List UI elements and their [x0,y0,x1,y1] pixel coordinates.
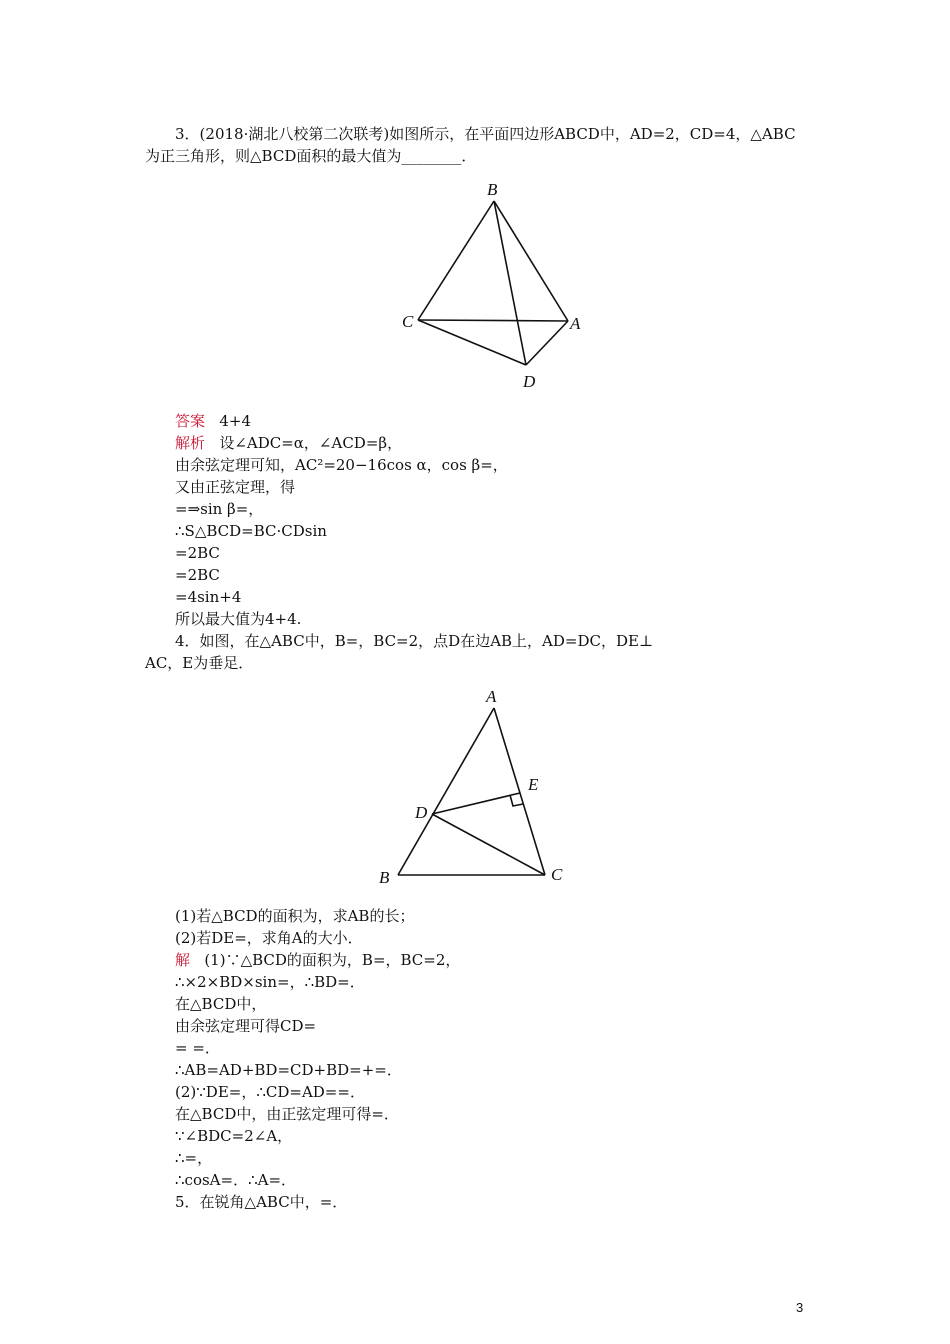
solution-line-23: (2)∵DE=，∴CD=AD==． [175,1083,365,1101]
problem-4-part-2: (2)若DE=，求角A的大小． [175,929,363,947]
solution-line-26: ∴=， [175,1149,213,1167]
solution-line-21: = =． [175,1039,220,1057]
answer-line [175,411,251,431]
solution-line [175,950,460,970]
analysis-line-11: =4sin+4 [175,588,242,606]
figure-1-lines [418,201,568,365]
problem-4-line-2: AC，E为垂足． [145,654,254,672]
problem-4-line-1: 4．如图，在△ABC中，B=，BC=2，点D在边AB上，AD=DC，DE⊥ [175,632,654,650]
figure-2-label-e: E [528,775,539,794]
analysis-line-9: =2BC [175,544,220,562]
page-number: 3 [796,1300,804,1315]
solution-line-22: ∴AB=AD+BD=CD+BD=+=． [175,1061,402,1079]
problem-5-line-1: 5．在锐角△ABC中，=． [175,1193,348,1211]
analysis-line-7: =⇒sin β=， [175,500,264,518]
solution-line-25: ∵∠BDC=2∠A， [175,1127,293,1145]
solution-line-27: ∴cosA=．∴A=． [175,1171,297,1189]
answer-value: 4+4 [219,412,251,430]
solution-line-18: ∴×2×BD×sin=，∴BD=． [175,973,365,991]
figure-quadrilateral-abcd [390,170,600,400]
analysis-line [175,433,402,453]
figure-1-label-b: B [487,180,498,199]
analysis-text: 设∠ADC=α，∠ACD=β， [219,434,403,452]
figure-triangle-abc [370,678,585,898]
answer-label: 答案 [175,412,206,430]
analysis-line-10: =2BC [175,566,220,584]
analysis-line-12: 所以最大值为4+4. [175,610,302,628]
solution-text: (1)∵△BCD的面积为，B=，BC=2， [204,951,461,969]
problem-4-part-1: (1)若△BCD的面积为，求AB的长； [175,907,415,925]
problem-3-line-1: 3．(2018·湖北八校第二次联考)如图所示，在平面四边形ABCD中，AD=2，CD=4，△ABC [175,125,796,143]
figure-1-label-d: D [523,372,536,391]
solution-line-19: 在△BCD中， [175,995,267,1013]
figure-2-label-d: D [415,803,428,822]
solution-line-24: 在△BCD中，由正弦定理可得=． [175,1105,399,1123]
figure-1-label-a: A [570,314,581,333]
solution-line-20: 由余弦定理可得CD= [175,1017,317,1035]
analysis-line-5: 由余弦定理可知，AC²=20−16cos α，cos β=， [175,456,508,474]
figure-2-label-c: C [551,865,563,884]
analysis-line-6: 又由正弦定理，得 [175,478,296,496]
figure-1-label-c: C [402,312,414,331]
problem-3-line-2: 为正三角形，则△BCD面积的最大值为________． [145,147,477,165]
figure-2-label-a: A [486,687,497,706]
figure-2-label-b: B [379,868,390,887]
solution-label: 解 [175,951,191,969]
figure-2-lines [398,708,545,875]
analysis-line-8: ∴S△BCD=BC·CDsin [175,522,327,540]
analysis-label: 解析 [175,434,206,452]
